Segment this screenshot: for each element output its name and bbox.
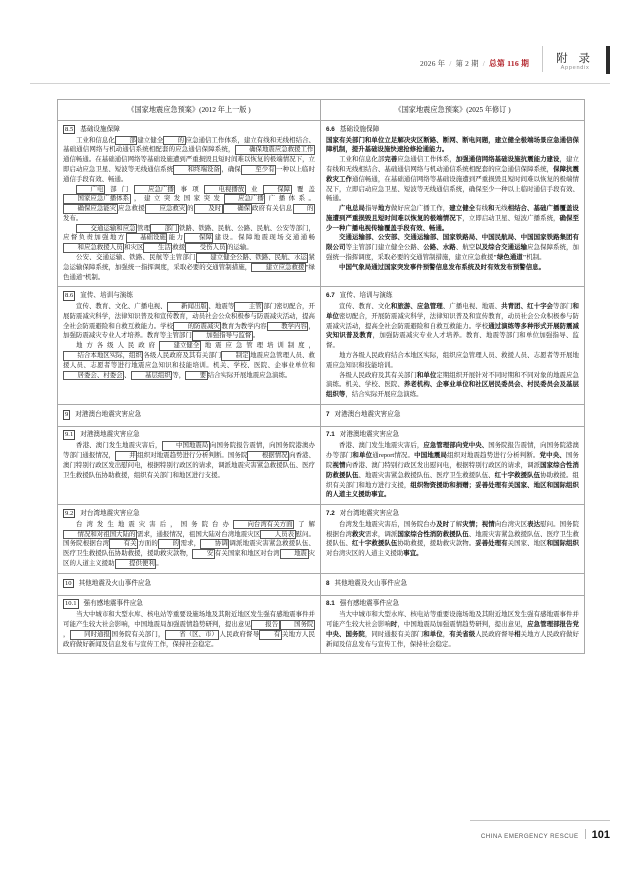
clause-paragraph: 交通运输部、公安部、交通运输部、国家铁路局、中国民航局、中国国家铁路集团有限公司等主管部门建立健全公路、公路、水路、航空以及综合交通运输应急保障系统，加强统一指挥调度，采取必要的交通管制措施，建立应急救援"绿色通道"机制。 (326, 234, 579, 262)
revision-mark: 电视播放 (204, 185, 246, 195)
revision-mark: 根据情况 (247, 451, 289, 461)
table-section-row (58, 573, 585, 595)
appendix-title-en: Appendix (560, 65, 590, 72)
revision-mark: 提供便利 (115, 559, 157, 569)
clause-heading (63, 509, 315, 519)
revision-mark: 加强指导与监督 (192, 331, 253, 341)
revision-mark: 向台湾有关方面 (233, 520, 294, 530)
clause-paragraph: 各级人民政府及其有关部门和单位定期组织开展针对不同时期和不同对象的地震应急演练。机关、学校、医院、养老机构、企事业单位和社区居民委员会、村民委员会及基层组织等，结合实际开展应急演练。 (326, 371, 579, 399)
revision-mark: 要 (185, 371, 207, 381)
revision-mark: 保障 (184, 233, 213, 243)
revision-mark: 应急救灾 (145, 204, 187, 214)
revision-mark: 有关 (109, 539, 138, 549)
revision-mark: 和终端设备 (173, 165, 221, 175)
clause-paragraph: 交通运输和应急 管理 部门 铁路、铁路、民航、公路、民航、公安等部门，应督负责加强地方 基础设施 能力 保障 建设。保障地震现场交通通畅和应急救援人员 和灾区 生活 救援 受伤人员 的运输。 (63, 224, 315, 252)
clause-number: 7.2 (326, 509, 335, 517)
revision-mark: 基层组织 (131, 371, 173, 381)
revision-mark: 和应急救援人员 (63, 243, 124, 253)
clause-heading (326, 291, 579, 301)
clause-heading (326, 125, 579, 135)
clause-block-new (326, 430, 579, 500)
table-section-row (58, 404, 585, 426)
table-row (58, 287, 585, 404)
page-masthead (420, 46, 610, 74)
clause-paragraph: 广电总局指导地方做好应急广播工作，建立健全有线和无线相结合、基础广播覆盖设施遭到严重损毁且短时间难以恢复的极端情况下，立即启动卫星、短波广播系统，确保至少一种广播电视传输覆盖手段有效、畅通。 (326, 205, 579, 232)
revision-mark: 省（区、市） (165, 630, 220, 640)
clause-title: 强有感地震事件应急 (83, 600, 143, 608)
clause-title: 宣传、培训与演练 (80, 291, 133, 299)
table-cell-old (58, 287, 321, 404)
table-cell-new (321, 287, 585, 404)
clause-heading (326, 509, 579, 519)
table-cell-new (321, 121, 585, 287)
revision-mark: 确保应急能灾 (63, 204, 118, 214)
clause-title: 其他地震及火山事件应急 (334, 579, 408, 587)
appendix-title-cn: 附 录 (556, 53, 594, 66)
table-cell-new (321, 595, 585, 654)
revision-mark: 至少有 (241, 165, 276, 175)
masthead-divider (542, 46, 543, 72)
clause-paragraph: 地方各级人民政府结合本地区实际，组织应急管理人员、救援人员、志愿者等开展地震应急知识和技能培训。 (326, 351, 579, 369)
clause-heading (63, 579, 315, 589)
revision-mark: 基础设施 (126, 233, 168, 243)
revision-mark: 安 (192, 549, 214, 559)
table-body (58, 121, 585, 654)
appendix-label (556, 53, 594, 74)
revision-mark: 教学内容 (267, 322, 309, 332)
revision-mark: 的防震减灾 (173, 322, 221, 332)
column-header-old: 《国家地震应急预案》(2012 年上一版 ) (58, 100, 321, 121)
clause-paragraph: 当大中城市和大型水库、核电站等重要设施场地及其附近地区发生强有感地震事件并可能产生较大社会影响时，中国地震局加强震情趋势研判，提出意见，应急管理部报告党中央、国务院，同时通报有关部门和单位，有关省级人民政府督导相关地方人民政府做好新闻及信息发布与宣传工作，保持社会稳定。 (326, 611, 579, 648)
revision-mark: 的 (293, 204, 315, 214)
revision-mark: 居委会、村委会 (63, 371, 124, 381)
table-row (58, 505, 585, 574)
revision-mark: 保障 (263, 185, 292, 195)
issue-year: 2026 年 (420, 59, 446, 68)
clause-paragraph: 地方各级人民政府 建立健全 地震应急管理培训制度，结合本地区实际，组织 各级人民政府及其有关部门 制定 地震应急管理人员、救援人员、志愿者等进行地震应急知识和技能培训。机关、学校、医院、企事业单位和居委会、村委会 、 基层组织 等， 要 结合实际开展地震应急演练。 (63, 342, 315, 379)
header-rule (30, 83, 610, 84)
page-number: 101 (591, 829, 610, 841)
clause-paragraph: 台湾发生地震灾害后，国务院台办及时了解灾情；视情向台湾灾区表达慰问。国务院根据台湾救灾需求，调派国家综合性消防救援队伍、地震灾害紧急救援队伍、医疗卫生救援队伍、红十字救援队伍协助救援，援助救灾款物。妥善处理有关国家、地区和国际组织对台湾灾区的人道主义援助事宜。 (326, 520, 579, 558)
revision-mark: 应急广播 (224, 194, 266, 204)
issue-sep-1: / (449, 59, 452, 68)
clause-title: 基础设施保障 (80, 125, 120, 133)
footer-brand: CHINA EMERGENCY RESCUE (480, 833, 579, 840)
clause-heading (63, 125, 315, 135)
issue-number: 第 2 期 (455, 59, 479, 68)
clause-paragraph: 宣传、教育、文化和旅游、应急管理、广播电视、地震、共青团、红十字会等部门和单位密切配合，开展防震减灾科学，法律知识普及和宣传教育，动员社会公众积极参与防震减灾活动，提高全社会防震避险和自救互救能力。学校通过演练等多种形式开展防震减灾知识普及教育，加强防震减灾专业人才培养。教育、地震等部门和单位加强指导、监督。 (326, 302, 579, 350)
clause-heading (63, 410, 315, 420)
clause-title: 其他地震及火山事件应急 (78, 579, 152, 587)
revision-mark: 生活 (143, 243, 172, 253)
table-cell-new (321, 573, 585, 595)
clause-paragraph: 工业和信息化部完善应急通信工作体系，加强通信网络基础设施抗震能力建设，建立有线和无线相结合、基础通信网络与机动通信系统相配套的应急通信保障系统，保障抗震救灾工作通信畅通，在基础通信网络等基础设施遭到严重损毁且短时间难以恢复的极端情况下，立即启动应急卫星、短波等无线通信系统，确保至少一种以上临时通信手段有效、畅通。 (326, 156, 579, 203)
clause-number: 8.5 (65, 125, 74, 133)
clause-block-old (63, 410, 315, 420)
table-row (58, 426, 585, 504)
issue-sep-2: / (482, 59, 485, 68)
revision-mark: 建立健全公路、铁路、民航、水运 (196, 253, 309, 263)
revision-mark: 有 (259, 630, 281, 640)
clause-title: 宣传、培训与演练 (339, 291, 393, 299)
revision-mark: 主管 (234, 302, 263, 312)
clause-title: 强有感地震事件应急 (339, 600, 400, 608)
clause-number: 6.7 (326, 291, 335, 299)
clause-paragraph: 广电 部门 应急广播 事项 电视播放 业 保障 覆盖国家应急广播体系 ，建立突发国家突发 应急广播 广播体系。确保应急能灾 应急救援 应急救灾 的 及时 确保 政府有关信息 的发布。 (63, 185, 315, 222)
table-cell-old (58, 573, 321, 595)
table-row (58, 595, 585, 654)
masthead-accent-bar (606, 46, 610, 74)
clause-number: 8.6 (65, 291, 74, 299)
clause-number: 9 (65, 410, 69, 418)
table-cell-new (321, 426, 585, 504)
clause-paragraph: 中国气象局通过国家突发事件预警信息发布系统及时有效发布预警信息。 (339, 263, 546, 271)
revision-mark: 广电 (76, 185, 105, 195)
table-cell-old (58, 595, 321, 654)
clause-block-old (63, 291, 315, 380)
table-cell-old (58, 121, 321, 287)
clause-number: 8 (326, 579, 330, 587)
revision-mark: 国家应急广播体系 (63, 194, 131, 204)
clause-number: 6.6 (326, 125, 335, 133)
revision-mark: 制定 (221, 351, 250, 361)
revision-mark: 情况和对祖国大陆的 (63, 530, 137, 540)
clause-paragraph: 公安、交通运输、铁路、民航等主管部门 建立健全公路、铁路、民航、水运 紧急运输保障系统，加强统一指挥调度，采取必要的交通管制措施， 建立应急救援 "绿色通道"机制。 (63, 254, 315, 281)
clause-number: 9.2 (65, 509, 74, 517)
clause-number: 9.1 (65, 431, 74, 439)
clause-number: 10.1 (65, 600, 77, 608)
clause-heading (326, 430, 579, 440)
table-cell-old (58, 426, 321, 504)
clause-paragraph: 香港、澳门发生地震灾害后，应急管理部向党中央、国务院报告震情，向国务院港澳办等部门和单位通report情况。中国地震局组织对地震趋势进行分析判断。党中央、国务院视情向香港、澳门特别行政区发出慰问电，根据特别行政区的请求，调派国家综合性消防救援队伍、地震灾害紧急救援队伍、医疗卫生救援队伍、红十字救援队伍协助救援。组织有关部门和地方进行支援，组织物资援助和捐赠；妥善处理有关国家、地区和国际组织的人道主义援助事宜。 (326, 442, 579, 499)
clause-paragraph: 当大中城市和大型水库、核电站等重要设施场地及其附近地区发生强有感地震事件并可能产生较大社会影响，中国地震局加强震情趋势研判，提出意见 报告 国务院， 同时通报 国务院有关部门， 省（区、市） 人民政府督导 有 关地方人民政府做好新闻及信息发布与宣传工作，保持社会稳定。 (63, 611, 315, 648)
revision-mark: 中国地震局 (162, 441, 210, 451)
revision-mark: 交通运输和应急 (76, 224, 137, 234)
table-cell-old (58, 404, 321, 426)
clause-title: 对台湾地震灾害应急 (339, 509, 400, 517)
revision-mark: 结合本地区实际，组织 (63, 351, 143, 361)
clause-block-old (63, 509, 315, 569)
revision-mark: 并 (115, 451, 137, 461)
clause-number: 8.1 (326, 600, 335, 608)
revision-mark: 的 (163, 136, 185, 146)
clause-heading (63, 291, 315, 301)
clause-number: 7 (326, 410, 330, 418)
table-cell-new (321, 505, 585, 574)
clause-title: 对台湾地震灾害应急 (80, 509, 140, 517)
comparison-table (57, 99, 585, 654)
table-row (58, 121, 585, 287)
clause-number: 10 (65, 579, 72, 587)
revision-mark: 建立健全 (159, 341, 201, 351)
clause-block-old (63, 579, 315, 589)
table-cell-old (58, 505, 321, 574)
clause-block-old (63, 125, 315, 283)
revision-mark: 协调 (200, 539, 229, 549)
revision-mark: 的 (158, 539, 180, 549)
clause-paragraph: 工业和信息化 部 建立健全 的 应急通信工作体系，建立有线和无线相结合、基础通信网络与机动通信系统相配套的应急通信保障系统， 确保地震应急救援工作通信畅通。在基础通信网络等基础设施遭到严重损毁且短时间难以恢复的极端情况下，立即启动应急卫星、短波等无线通信系统 和终端设备 ，确保 至少有 一种以上临时通信手段有效、畅通。 (63, 136, 315, 183)
revision-mark: 人员表 (260, 530, 295, 540)
clause-paragraph: 宣传、教育、文化、广播电视、 新闻出版 、地震等 主管 部门密切配合，开展防震减灾科学，法律知识普及和宣传教育，动员社会公众积极参与防震减灾活动，提高全社会防震避险和自救互救能力。学校 的防震减灾 教育为教学内容 教学内容 ，加强防震减灾专业人才培养。教育等主管部门 加强指导与监督 。 (63, 302, 315, 340)
revision-mark: 及时 (194, 204, 223, 214)
clause-title: 对港澳台地震灾害应急 (334, 410, 401, 418)
clause-paragraph: 国家有关部门和单位立足解决灾区断路、断网、断电问题，建立健全极端场景应急通信保障机制，提升基础设施快速抢修抢通能力。 (326, 136, 579, 154)
table-header-row (58, 100, 585, 121)
clause-block-new (326, 599, 579, 649)
column-header-new: 《国家地震应急预案》(2025 年修订 ) (321, 100, 585, 121)
clause-title: 对港澳台地震灾害应急 (75, 410, 142, 418)
revision-mark: 部 (115, 136, 137, 146)
revision-mark: 同时通报 (70, 630, 112, 640)
page-footer (481, 828, 610, 841)
clause-block-new (326, 410, 579, 420)
revision-mark: 国务院 (280, 620, 315, 630)
clause-paragraph: 台湾发生地震灾害后，国务院台办 向台湾有关方面 了解情况和对祖国大陆的 需求，通报情况，祖国大陆对台湾地震灾区 人员表 慰问。国务院根据台湾 有关 方面的 的 需求， 协调 调派地震灾害紧急救援队伍、医疗卫生救援队伍协助救援，援助救灾款物， 安 有关国家和地区对台湾 地震 灾区的人道主义援助 提供便利 。 (63, 520, 315, 567)
clause-block-new (326, 291, 579, 400)
clause-number: 7.1 (326, 431, 335, 439)
clause-title: 对港澳地震灾害应急 (339, 431, 400, 439)
revision-mark: 确保 (223, 204, 252, 214)
revision-mark: 确保地震应急救援工作 (235, 145, 315, 155)
clause-heading (63, 599, 315, 609)
clause-heading (326, 579, 579, 589)
issue-total: 总第 116 期 (488, 59, 530, 68)
revision-mark: 受伤人员 (185, 243, 227, 253)
revision-mark: 部门 (150, 224, 179, 234)
revision-mark: 报告 (251, 620, 280, 630)
clause-title: 对港澳地震灾害应急 (80, 431, 140, 439)
footer-divider (585, 829, 586, 839)
clause-heading (326, 599, 579, 609)
revision-mark: 应急广播 (134, 185, 176, 195)
clause-heading (326, 410, 579, 420)
clause-block-new (326, 509, 579, 559)
footer-rule (470, 820, 610, 821)
revision-mark: 建立应急救援 (251, 263, 306, 273)
revision-mark: 新闻出版 (167, 302, 209, 312)
clause-paragraph: 香港、澳门发生地震灾害后， 中国地震局 向国务院报告震情，向国务院港澳办等部门通报情况， 并 组织对地震趋势进行分析判断。国务院 根据情况 向香港、澳门特别行政区发出慰问电，根据特别行政区的请求，调派地震灾害紧急救援队伍、医疗卫生救援队伍协助救援，组织有关部门和地区进行支援。 (63, 442, 315, 479)
issue-line (420, 58, 529, 74)
revision-mark: 地震 (280, 549, 309, 559)
clause-block-new (326, 579, 579, 589)
clause-block-old (63, 599, 315, 649)
clause-block-new (326, 125, 579, 273)
clause-block-old (63, 430, 315, 480)
table-cell-new (321, 404, 585, 426)
clause-heading (63, 430, 315, 440)
clause-title: 基础设施保障 (339, 125, 380, 133)
